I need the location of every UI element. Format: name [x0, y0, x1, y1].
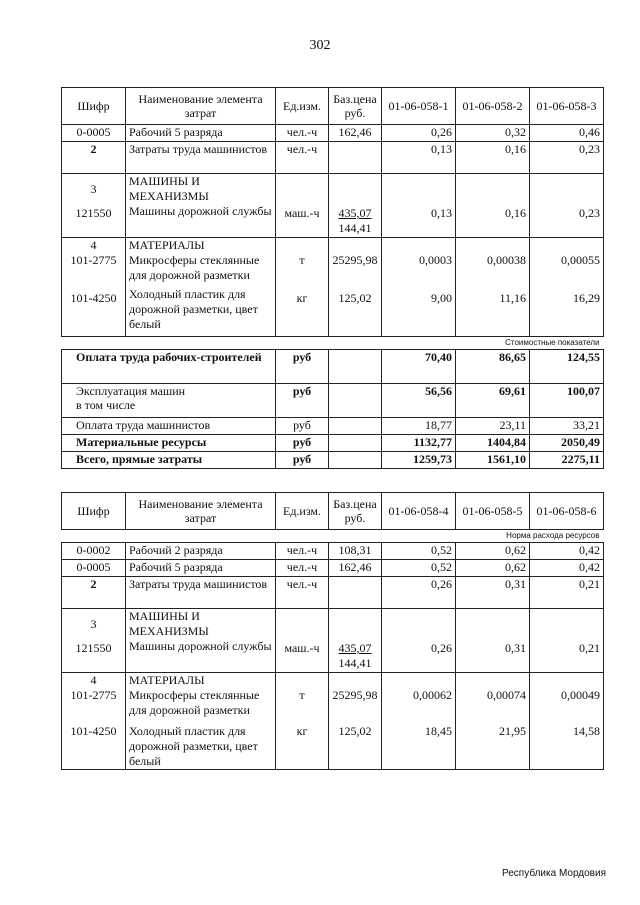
row-value-1: 0,13: [382, 142, 456, 174]
row-name: [126, 174, 276, 238]
unit-text: т: [299, 253, 305, 267]
sub-name: Микросферы стеклянные для дорожной разметки: [129, 253, 260, 282]
col-price-header: Баз.цена руб.: [329, 88, 382, 125]
summary-row: [62, 418, 604, 435]
value-text: 0,16: [505, 206, 526, 220]
summary-value-2: 1561,10: [456, 452, 530, 469]
row-code: 0-0002: [62, 543, 126, 560]
row-value-1: [382, 238, 456, 337]
sub-code: 101-2775: [70, 688, 117, 702]
row-value-3: [530, 673, 604, 770]
value-text: 16,29: [573, 291, 600, 305]
row-value-1: 0,26: [382, 125, 456, 142]
table-row: [62, 125, 604, 142]
summary-price: [329, 350, 382, 384]
value-text: 0,00049: [561, 688, 600, 702]
row-price: [329, 174, 382, 238]
summary-value-1: 56,56: [382, 384, 456, 418]
row-unit: [276, 673, 329, 770]
sub-code: 101-2775: [70, 253, 117, 267]
summary-unit: руб: [276, 350, 329, 384]
col-name-header: Наименование элемента затрат: [126, 493, 276, 530]
price-text: 25295,98: [332, 253, 378, 267]
summary-value-1: 18,77: [382, 418, 456, 435]
value-text: 0,00074: [487, 688, 526, 702]
section-code: 3: [90, 182, 97, 196]
summary-value-3: 33,21: [530, 418, 604, 435]
row-unit: чел.-ч: [276, 142, 329, 174]
row-name: Рабочий 5 разряда: [126, 560, 276, 577]
row-value-3: [530, 174, 604, 238]
summary-unit: руб: [276, 418, 329, 435]
row-name: [126, 673, 276, 770]
cost-indicators-note: Стоимостные показатели: [62, 337, 604, 350]
row-value-1: 0,52: [382, 543, 456, 560]
sub-code: 101-4250: [70, 291, 117, 305]
unit-text: маш.-ч: [284, 206, 320, 220]
sub-code: 121550: [75, 641, 112, 655]
row-value-3: 0,46: [530, 125, 604, 142]
col-code3-header: 01-06-058-6: [530, 493, 604, 530]
table-header: [62, 88, 604, 125]
summary-label: Всего, прямые затраты: [62, 452, 276, 469]
sub-code: 121550: [75, 206, 112, 220]
price-text: 435,07: [338, 641, 372, 655]
summary-value-3: 2275,11: [530, 452, 604, 469]
value-text: 14,58: [573, 724, 600, 738]
row-value-2: [456, 673, 530, 770]
value-text: 0,00062: [413, 688, 452, 702]
col-code-header: Шифр: [62, 88, 126, 125]
row-price: 162,46: [329, 560, 382, 577]
table-row: [62, 609, 604, 673]
row-code: [62, 238, 126, 337]
value-text: 21,95: [499, 724, 526, 738]
price-text: 25295,98: [332, 688, 378, 702]
price-text: 435,07: [338, 206, 372, 220]
price-text: 125,02: [338, 724, 372, 738]
row-unit: чел.-ч: [276, 577, 329, 609]
row-unit: [276, 609, 329, 673]
table-row: [62, 577, 604, 609]
price-text: 125,02: [338, 291, 372, 305]
value-text: 0,00038: [487, 253, 526, 267]
sub-name: Холодный пластик для дорожной разметки, цвет белый: [129, 724, 258, 768]
row-price: [329, 609, 382, 673]
summary-value-2: 23,11: [456, 418, 530, 435]
resource-table-1: [61, 87, 604, 469]
col-code1-header: 01-06-058-4: [382, 493, 456, 530]
row-value-2: [456, 609, 530, 673]
row-price: [329, 238, 382, 337]
summary-row: [62, 452, 604, 469]
row-value-1: [382, 174, 456, 238]
col-code2-header: 01-06-058-5: [456, 493, 530, 530]
table-row: [62, 543, 604, 560]
row-value-2: 0,16: [456, 142, 530, 174]
col-code3-header: 01-06-058-3: [530, 88, 604, 125]
summary-label: Оплата труда машинистов: [62, 418, 276, 435]
summary-unit: руб: [276, 452, 329, 469]
unit-text: маш.-ч: [284, 641, 320, 655]
row-value-2: 0,62: [456, 543, 530, 560]
summary-title: Эксплуатация машин: [76, 384, 186, 398]
sub-name: Машины дорожной службы: [129, 204, 272, 218]
section-title: МАШИНЫ И МЕХАНИЗМЫ: [129, 609, 209, 638]
row-name: [126, 238, 276, 337]
table-row: [62, 174, 604, 238]
value-text: 11,16: [499, 291, 526, 305]
row-price: [329, 577, 382, 609]
section-title: МАТЕРИАЛЫ: [129, 673, 205, 687]
row-name: [126, 609, 276, 673]
region-footer: Республика Мордовия: [502, 868, 606, 879]
summary-unit: руб: [276, 435, 329, 452]
summary-price: [329, 418, 382, 435]
row-code: 2: [62, 142, 126, 174]
table-row: [62, 142, 604, 174]
value-text: 0,26: [431, 641, 452, 655]
row-value-3: [530, 238, 604, 337]
row-code: 2: [62, 577, 126, 609]
row-unit: [276, 174, 329, 238]
row-value-3: 0,23: [530, 142, 604, 174]
row-code: 0-0005: [62, 125, 126, 142]
row-value-3: 0,21: [530, 577, 604, 609]
summary-price: [329, 435, 382, 452]
section-note-row: [62, 530, 604, 543]
row-value-2: [456, 238, 530, 337]
row-value-3: 0,42: [530, 543, 604, 560]
resource-norm-note: Норма расхода ресурсов: [62, 530, 604, 543]
row-value-1: [382, 673, 456, 770]
summary-value-1: 1132,77: [382, 435, 456, 452]
row-value-1: [382, 609, 456, 673]
table-row: [62, 673, 604, 770]
row-unit: чел.-ч: [276, 543, 329, 560]
value-text: 0,00055: [561, 253, 600, 267]
row-value-2: 0,31: [456, 577, 530, 609]
summary-value-1: 1259,73: [382, 452, 456, 469]
sub-name: Микросферы стеклянные для дорожной разметки: [129, 688, 260, 717]
unit-text: кг: [296, 291, 308, 305]
row-code: 0-0005: [62, 560, 126, 577]
col-price-header: Баз.цена руб.: [329, 493, 382, 530]
table-header: [62, 493, 604, 530]
row-value-1: 0,52: [382, 560, 456, 577]
price-secondary: 144,41: [338, 656, 372, 670]
col-code-header: Шифр: [62, 493, 126, 530]
row-price: [329, 673, 382, 770]
row-value-3: [530, 609, 604, 673]
summary-row: [62, 350, 604, 384]
row-unit: чел.-ч: [276, 560, 329, 577]
sub-name: Машины дорожной службы: [129, 639, 272, 653]
value-text: 0,0003: [419, 253, 452, 267]
unit-text: кг: [296, 724, 308, 738]
summary-value-3: 124,55: [530, 350, 604, 384]
row-price: 162,46: [329, 125, 382, 142]
summary-value-2: 86,65: [456, 350, 530, 384]
summary-unit: руб: [276, 384, 329, 418]
resource-table-2: [61, 492, 604, 770]
unit-text: т: [299, 688, 305, 702]
row-value-2: [456, 174, 530, 238]
value-text: 0,23: [579, 206, 600, 220]
section-code: 4: [90, 673, 97, 687]
col-unit-header: Ед.изм.: [276, 493, 329, 530]
sub-code: 101-4250: [70, 724, 117, 738]
summary-row: [62, 384, 604, 418]
section-code: 4: [90, 238, 97, 252]
row-code: [62, 609, 126, 673]
row-name: Затраты труда машинистов: [126, 577, 276, 609]
row-value-2: 0,62: [456, 560, 530, 577]
summary-price: [329, 384, 382, 418]
value-text: 0,13: [431, 206, 452, 220]
row-name: Рабочий 5 разряда: [126, 125, 276, 142]
col-code1-header: 01-06-058-1: [382, 88, 456, 125]
table-row: [62, 238, 604, 337]
summary-row: [62, 435, 604, 452]
section-note-row: [62, 337, 604, 350]
row-price: [329, 142, 382, 174]
table-row: [62, 560, 604, 577]
section-title: МАШИНЫ И МЕХАНИЗМЫ: [129, 174, 209, 203]
page-number: 302: [309, 38, 331, 53]
summary-label: Материальные ресурсы: [62, 435, 276, 452]
summary-price: [329, 452, 382, 469]
summary-subtitle: в том числе: [76, 398, 136, 412]
value-text: 9,00: [431, 291, 452, 305]
summary-value-1: 70,40: [382, 350, 456, 384]
sub-name: Холодный пластик для дорожной разметки, цвет белый: [129, 287, 258, 331]
summary-value-2: 1404,84: [456, 435, 530, 452]
summary-value-2: 69,61: [456, 384, 530, 418]
row-name: Рабочий 2 разряда: [126, 543, 276, 560]
row-value-2: 0,32: [456, 125, 530, 142]
value-text: 0,31: [505, 641, 526, 655]
value-text: 18,45: [425, 724, 452, 738]
section-title: МАТЕРИАЛЫ: [129, 238, 205, 252]
row-value-1: 0,26: [382, 577, 456, 609]
price-secondary: 144,41: [338, 221, 372, 235]
value-text: 0,21: [579, 641, 600, 655]
col-name-header: Наименование элемента затрат: [126, 88, 276, 125]
summary-label: [62, 384, 276, 418]
summary-value-3: 2050,49: [530, 435, 604, 452]
row-name: Затраты труда машинистов: [126, 142, 276, 174]
col-unit-header: Ед.изм.: [276, 88, 329, 125]
row-code: [62, 174, 126, 238]
row-unit: чел.-ч: [276, 125, 329, 142]
row-price: 108,31: [329, 543, 382, 560]
summary-value-3: 100,07: [530, 384, 604, 418]
col-code2-header: 01-06-058-2: [456, 88, 530, 125]
summary-label: Оплата труда рабочих-строителей: [62, 350, 276, 384]
section-code: 3: [90, 617, 97, 631]
row-value-3: 0,42: [530, 560, 604, 577]
row-unit: [276, 238, 329, 337]
row-code: [62, 673, 126, 770]
